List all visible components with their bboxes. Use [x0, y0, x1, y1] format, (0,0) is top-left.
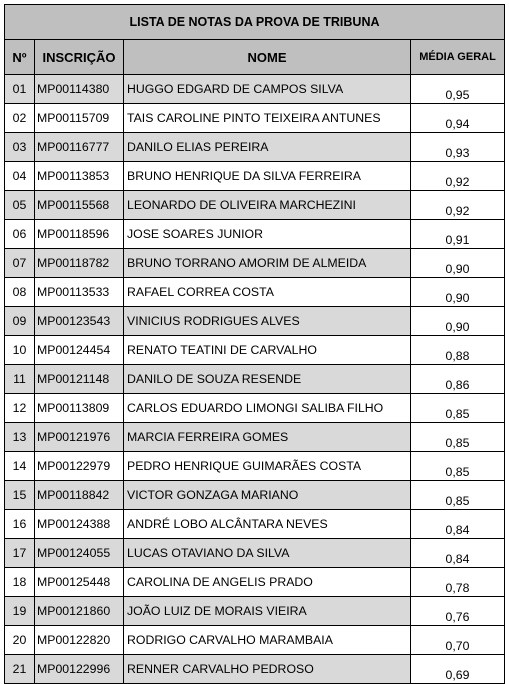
- cell-nome: DANILO ELIAS PEREIRA: [124, 133, 411, 162]
- cell-inscricao: MP00113809: [35, 394, 124, 423]
- cell-inscricao: MP00114380: [35, 75, 124, 104]
- cell-inscricao: MP00125448: [35, 568, 124, 597]
- cell-inscricao: MP00118596: [35, 220, 124, 249]
- table-row: [5, 336, 505, 365]
- cell-nome: RENNER CARVALHO PEDROSO: [124, 655, 411, 684]
- table-row: [5, 365, 505, 394]
- cell-inscricao: MP00122820: [35, 626, 124, 655]
- cell-inscricao: MP00121860: [35, 597, 124, 626]
- cell-nome: BRUNO TORRANO AMORIM DE ALMEIDA: [124, 249, 411, 278]
- cell-num: 17: [5, 539, 35, 568]
- table-body: [5, 75, 505, 684]
- grades-table: [4, 4, 505, 684]
- cell-num: 14: [5, 452, 35, 481]
- cell-media: 0,90: [411, 307, 505, 336]
- cell-inscricao: MP00124388: [35, 510, 124, 539]
- cell-media: 0,76: [411, 597, 505, 626]
- table-row: [5, 481, 505, 510]
- table-row: [5, 510, 505, 539]
- cell-media: 0,92: [411, 191, 505, 220]
- cell-inscricao: MP00124055: [35, 539, 124, 568]
- cell-num: 07: [5, 249, 35, 278]
- cell-num: 01: [5, 75, 35, 104]
- cell-inscricao: MP00118782: [35, 249, 124, 278]
- cell-media: 0,84: [411, 539, 505, 568]
- table-row: [5, 394, 505, 423]
- cell-num: 12: [5, 394, 35, 423]
- table-row: [5, 220, 505, 249]
- cell-media: 0,86: [411, 365, 505, 394]
- cell-nome: VICTOR GONZAGA MARIANO: [124, 481, 411, 510]
- table-title: LISTA DE NOTAS DA PROVA DE TRIBUNA: [5, 5, 505, 40]
- cell-media: 0,90: [411, 278, 505, 307]
- cell-inscricao: MP00113853: [35, 162, 124, 191]
- cell-num: 15: [5, 481, 35, 510]
- cell-nome: BRUNO HENRIQUE DA SILVA FERREIRA: [124, 162, 411, 191]
- cell-nome: MARCIA FERREIRA GOMES: [124, 423, 411, 452]
- cell-nome: VINICIUS RODRIGUES ALVES: [124, 307, 411, 336]
- cell-num: 20: [5, 626, 35, 655]
- cell-inscricao: MP00113533: [35, 278, 124, 307]
- cell-num: 08: [5, 278, 35, 307]
- cell-num: 21: [5, 655, 35, 684]
- header-row: [5, 40, 505, 75]
- cell-num: 09: [5, 307, 35, 336]
- cell-num: 19: [5, 597, 35, 626]
- cell-num: 06: [5, 220, 35, 249]
- cell-nome: ANDRÉ LOBO ALCÂNTARA NEVES: [124, 510, 411, 539]
- cell-media: 0,88: [411, 336, 505, 365]
- table-row: [5, 133, 505, 162]
- cell-nome: HUGGO EDGARD DE CAMPOS SILVA: [124, 75, 411, 104]
- cell-nome: DANILO DE SOUZA RESENDE: [124, 365, 411, 394]
- cell-nome: JOÃO LUIZ DE MORAIS VIEIRA: [124, 597, 411, 626]
- table-row: [5, 626, 505, 655]
- cell-media: 0,95: [411, 75, 505, 104]
- cell-media: 0,84: [411, 510, 505, 539]
- table-row: [5, 307, 505, 336]
- cell-media: 0,85: [411, 481, 505, 510]
- table-row: [5, 162, 505, 191]
- table-row: [5, 104, 505, 133]
- cell-inscricao: MP00124454: [35, 336, 124, 365]
- table-row: [5, 75, 505, 104]
- cell-media: 0,90: [411, 249, 505, 278]
- cell-num: 03: [5, 133, 35, 162]
- cell-media: 0,85: [411, 452, 505, 481]
- cell-nome: LUCAS OTAVIANO DA SILVA: [124, 539, 411, 568]
- cell-inscricao: MP00122979: [35, 452, 124, 481]
- cell-inscricao: MP00115709: [35, 104, 124, 133]
- table-row: [5, 655, 505, 684]
- table-row: [5, 191, 505, 220]
- cell-num: 18: [5, 568, 35, 597]
- cell-nome: RAFAEL CORREA COSTA: [124, 278, 411, 307]
- cell-media: 0,94: [411, 104, 505, 133]
- table-row: [5, 423, 505, 452]
- cell-media: 0,78: [411, 568, 505, 597]
- cell-inscricao: MP00121148: [35, 365, 124, 394]
- cell-media: 0,85: [411, 394, 505, 423]
- cell-num: 04: [5, 162, 35, 191]
- cell-inscricao: MP00121976: [35, 423, 124, 452]
- cell-media: 0,70: [411, 626, 505, 655]
- cell-nome: RODRIGO CARVALHO MARAMBAIA: [124, 626, 411, 655]
- table-row: [5, 278, 505, 307]
- cell-nome: PEDRO HENRIQUE GUIMARÃES COSTA: [124, 452, 411, 481]
- header-nome: NOME: [124, 40, 411, 75]
- cell-inscricao: MP00115568: [35, 191, 124, 220]
- cell-num: 10: [5, 336, 35, 365]
- cell-media: 0,92: [411, 162, 505, 191]
- header-num: Nº: [5, 40, 35, 75]
- header-inscricao: INSCRIÇÃO: [35, 40, 124, 75]
- cell-nome: LEONARDO DE OLIVEIRA MARCHEZINI: [124, 191, 411, 220]
- table-row: [5, 539, 505, 568]
- cell-num: 16: [5, 510, 35, 539]
- table-row: [5, 568, 505, 597]
- cell-media: 0,91: [411, 220, 505, 249]
- cell-media: 0,69: [411, 655, 505, 684]
- cell-nome: TAIS CAROLINE PINTO TEIXEIRA ANTUNES: [124, 104, 411, 133]
- cell-inscricao: MP00118842: [35, 481, 124, 510]
- cell-num: 13: [5, 423, 35, 452]
- cell-nome: CARLOS EDUARDO LIMONGI SALIBA FILHO: [124, 394, 411, 423]
- cell-media: 0,93: [411, 133, 505, 162]
- cell-nome: RENATO TEATINI DE CARVALHO: [124, 336, 411, 365]
- cell-num: 02: [5, 104, 35, 133]
- table-row: [5, 249, 505, 278]
- cell-media: 0,85: [411, 423, 505, 452]
- cell-num: 05: [5, 191, 35, 220]
- cell-inscricao: MP00122996: [35, 655, 124, 684]
- cell-nome: CAROLINA DE ANGELIS PRADO: [124, 568, 411, 597]
- table-row: [5, 452, 505, 481]
- header-media: MÉDIA GERAL: [411, 40, 505, 75]
- cell-nome: JOSE SOARES JUNIOR: [124, 220, 411, 249]
- table-row: [5, 597, 505, 626]
- cell-inscricao: MP00116777: [35, 133, 124, 162]
- cell-num: 11: [5, 365, 35, 394]
- cell-inscricao: MP00123543: [35, 307, 124, 336]
